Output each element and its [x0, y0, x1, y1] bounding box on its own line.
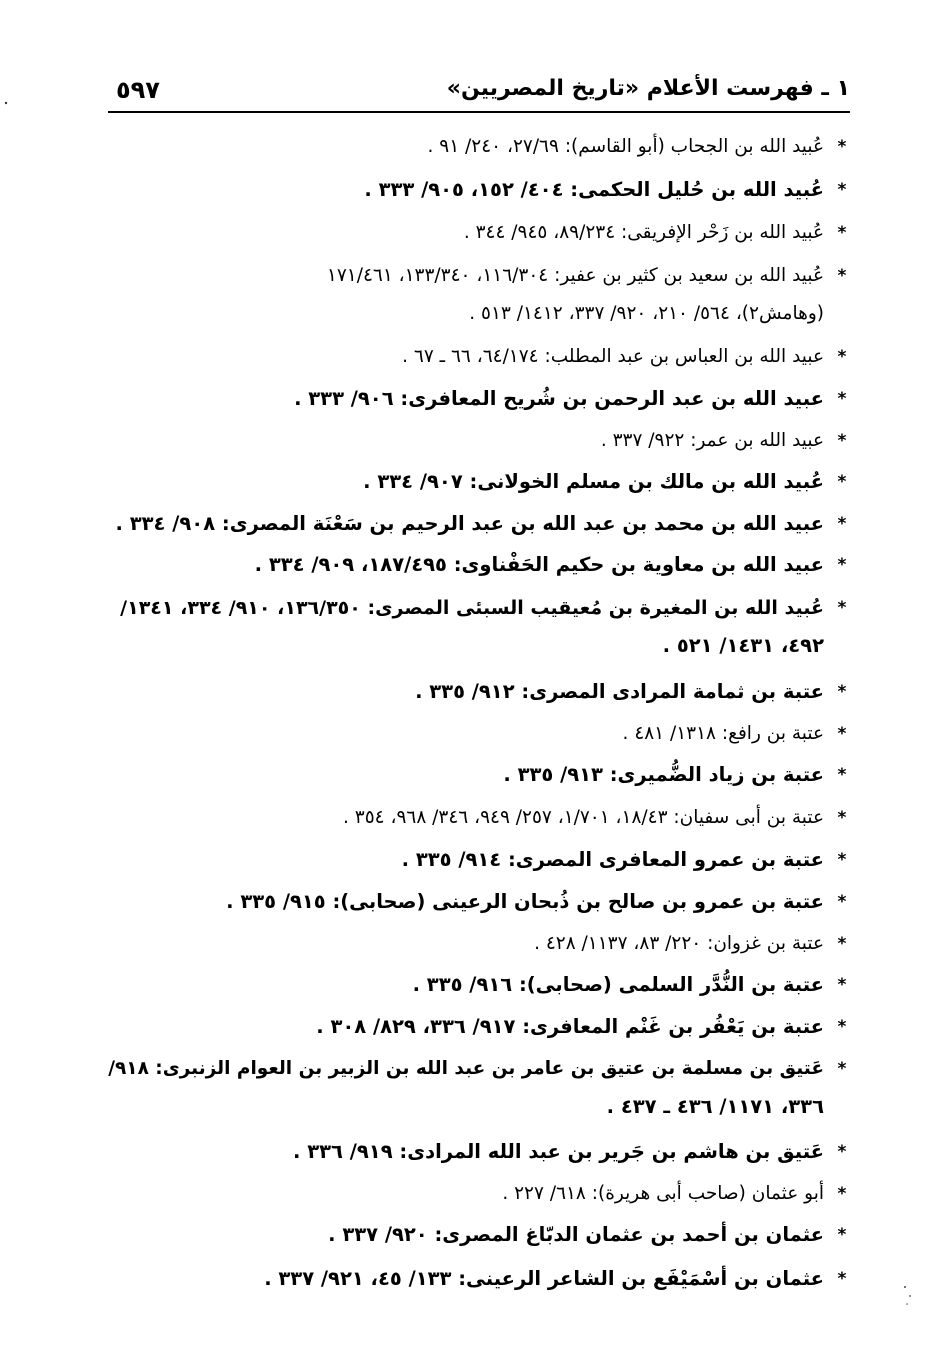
- bullet-icon: *: [837, 347, 847, 367]
- entry-text: عُبيد الله بن سعيد بن كثير بن عفير: ١١٦/٣٠٤، ١٣٣/٣٤٠، ١٧١/٤٦١: [326, 265, 824, 286]
- bullet-icon: *: [837, 1269, 847, 1289]
- entry-text: عتبة بن عمرو بن صالح بن ذُبحان الرعينى (صحابى): ٩١٥/ ٣٣٥ .: [226, 890, 824, 913]
- entry-text: عَتيق بن مسلمة بن عتيق بن عامر بن عبد الله بن الزبير بن العوام الزنبرى: ٩١٨/: [108, 1058, 824, 1079]
- entry-text: عتبة بن عمرو المعافرى المصرى: ٩١٤/ ٣٣٥ .: [401, 848, 824, 871]
- bullet-icon: *: [837, 431, 847, 451]
- bullet-icon: *: [837, 1017, 847, 1037]
- entry-text: عتبة بن ثمامة المرادى المصرى: ٩١٢/ ٣٣٥ .: [415, 680, 824, 703]
- scan-speck: [906, 1303, 908, 1305]
- entry-text: عتبة بن زياد الضُّميرى: ٩١٣/ ٣٣٥ .: [503, 763, 824, 786]
- entry-text: عبيد الله بن العباس بن عبد المطلب: ٦٤/١٧٤، ٦٦ ـ ٦٧ .: [402, 346, 824, 367]
- bullet-icon: *: [837, 137, 847, 157]
- entry-text: عتبة بن غزوان: ٢٢٠/ ٨٣، ١١٣٧/ ٤٢٨ .: [534, 933, 824, 954]
- page-number: ٥٩٧: [116, 76, 160, 104]
- bullet-icon: *: [837, 724, 847, 744]
- scan-speck: [904, 1286, 906, 1288]
- entry-text: عثمان بن أحمد بن عثمان الدبّاغ المصرى: ٩٢٠/ ٣٣٧ .: [328, 1223, 824, 1246]
- entry-text: أبو عثمان (صاحب أبى هريرة): ٦١٨/ ٢٢٧ .: [502, 1183, 824, 1204]
- entry-text: عَتيق بن هاشم بن جَرير بن عبد الله المرادى: ٩١٩/ ٣٣٦ .: [293, 1140, 824, 1163]
- entry-text: عتبة بن النُّدَّر السلمى (صحابى): ٩١٦/ ٣٣٥ .: [412, 973, 824, 996]
- bullet-icon: *: [837, 1225, 847, 1245]
- bullet-icon: *: [837, 389, 847, 409]
- entry-text: عبيد الله بن عمر: ٩٢٢/ ٣٣٧ .: [600, 430, 824, 451]
- entry-text-continuation: ٤٩٢، ١٤٣١/ ٥٢١ .: [662, 634, 824, 657]
- bullet-icon: *: [837, 555, 847, 575]
- entry-text-continuation: ٣٣٦، ١١٧١/ ٤٣٦ ـ ٤٣٧ .: [606, 1095, 824, 1118]
- entry-text: عبيد الله بن عبد الرحمن بن شُريح المعافرى: ٩٠٦/ ٣٣٣ .: [294, 387, 824, 410]
- entry-text-continuation: (وهامش٢)، ٥٦٤/ ٢١٠، ٩٢٠/ ٣٣٧، ١٤١٢/ ٥١٣ .: [469, 303, 824, 324]
- entry-text: عُبيد الله بن حُليل الحكمى: ٤٠٤/ ١٥٢، ٩٠٥/ ٣٣٣ .: [364, 178, 824, 201]
- bullet-icon: *: [837, 1142, 847, 1162]
- running-title: ١ ـ فهرست الأعلام «تاريخ المصريين»: [446, 76, 850, 101]
- entry-text: عُبيد الله بن المغيرة بن مُعيقيب السبئى المصرى: ١٣٦/٣٥٠، ٩١٠/ ٣٣٤، ١٣٤١/: [120, 597, 824, 619]
- bullet-icon: *: [837, 975, 847, 995]
- bullet-icon: *: [837, 180, 847, 200]
- bullet-icon: *: [837, 266, 847, 286]
- entry-text: عُبيد الله بن الجحاب (أبو القاسم): ٢٧/٦٩، ٢٤٠/ ٩١ .: [427, 136, 824, 157]
- bullet-icon: *: [837, 934, 847, 954]
- entry-text: عُبيد الله بن مالك بن مسلم الخولانى: ٩٠٧/ ٣٣٤ .: [363, 470, 824, 493]
- bullet-icon: *: [837, 682, 847, 702]
- entry-text: عبيد الله بن محمد بن عبد الله بن عبد الرحيم بن سَعْنَة المصرى: ٩٠٨/ ٣٣٤ .: [115, 512, 824, 535]
- bullet-icon: *: [837, 808, 847, 828]
- bullet-icon: *: [837, 1059, 847, 1079]
- entry-text: عتبة بن أبى سفيان: ١٨/٤٣، ١/٧٠١، ٢٥٧/ ٩٤٩، ٣٤٦/ ٩٦٨، ٣٥٤ .: [343, 807, 824, 828]
- bullet-icon: *: [837, 598, 847, 618]
- bullet-icon: *: [837, 850, 847, 870]
- entry-text: عتبة بن رافع: ١٣١٨/ ٤٨١ .: [622, 723, 824, 744]
- bullet-icon: *: [837, 765, 847, 785]
- bullet-icon: *: [837, 1184, 847, 1204]
- scan-speck: [909, 1295, 911, 1297]
- bullet-icon: *: [837, 223, 847, 243]
- entry-text: عثمان بن أسْمَيْفَع بن الشاعر الرعينى: ١٣٣/ ٤٥، ٩٢١/ ٣٣٧ .: [264, 1267, 824, 1290]
- bullet-icon: *: [837, 892, 847, 912]
- entry-text: عتبة بن يَعْفُر بن غَنْم المعافرى: ٩١٧/ ٣٣٦، ٨٢٩/ ٣٠٨ .: [316, 1015, 824, 1038]
- entry-text: عُبيد الله بن زَحْر الإفريقى: ٨٩/٢٣٤، ٩٤٥/ ٣٤٤ .: [463, 222, 824, 243]
- bullet-icon: *: [837, 514, 847, 534]
- bullet-icon: *: [837, 472, 847, 492]
- scan-speck: [5, 102, 7, 104]
- entry-text: عبيد الله بن معاوية بن حكيم الحَفْناوى: ١٨٧/٤٩٥، ٩٠٩/ ٣٣٤ .: [254, 553, 824, 576]
